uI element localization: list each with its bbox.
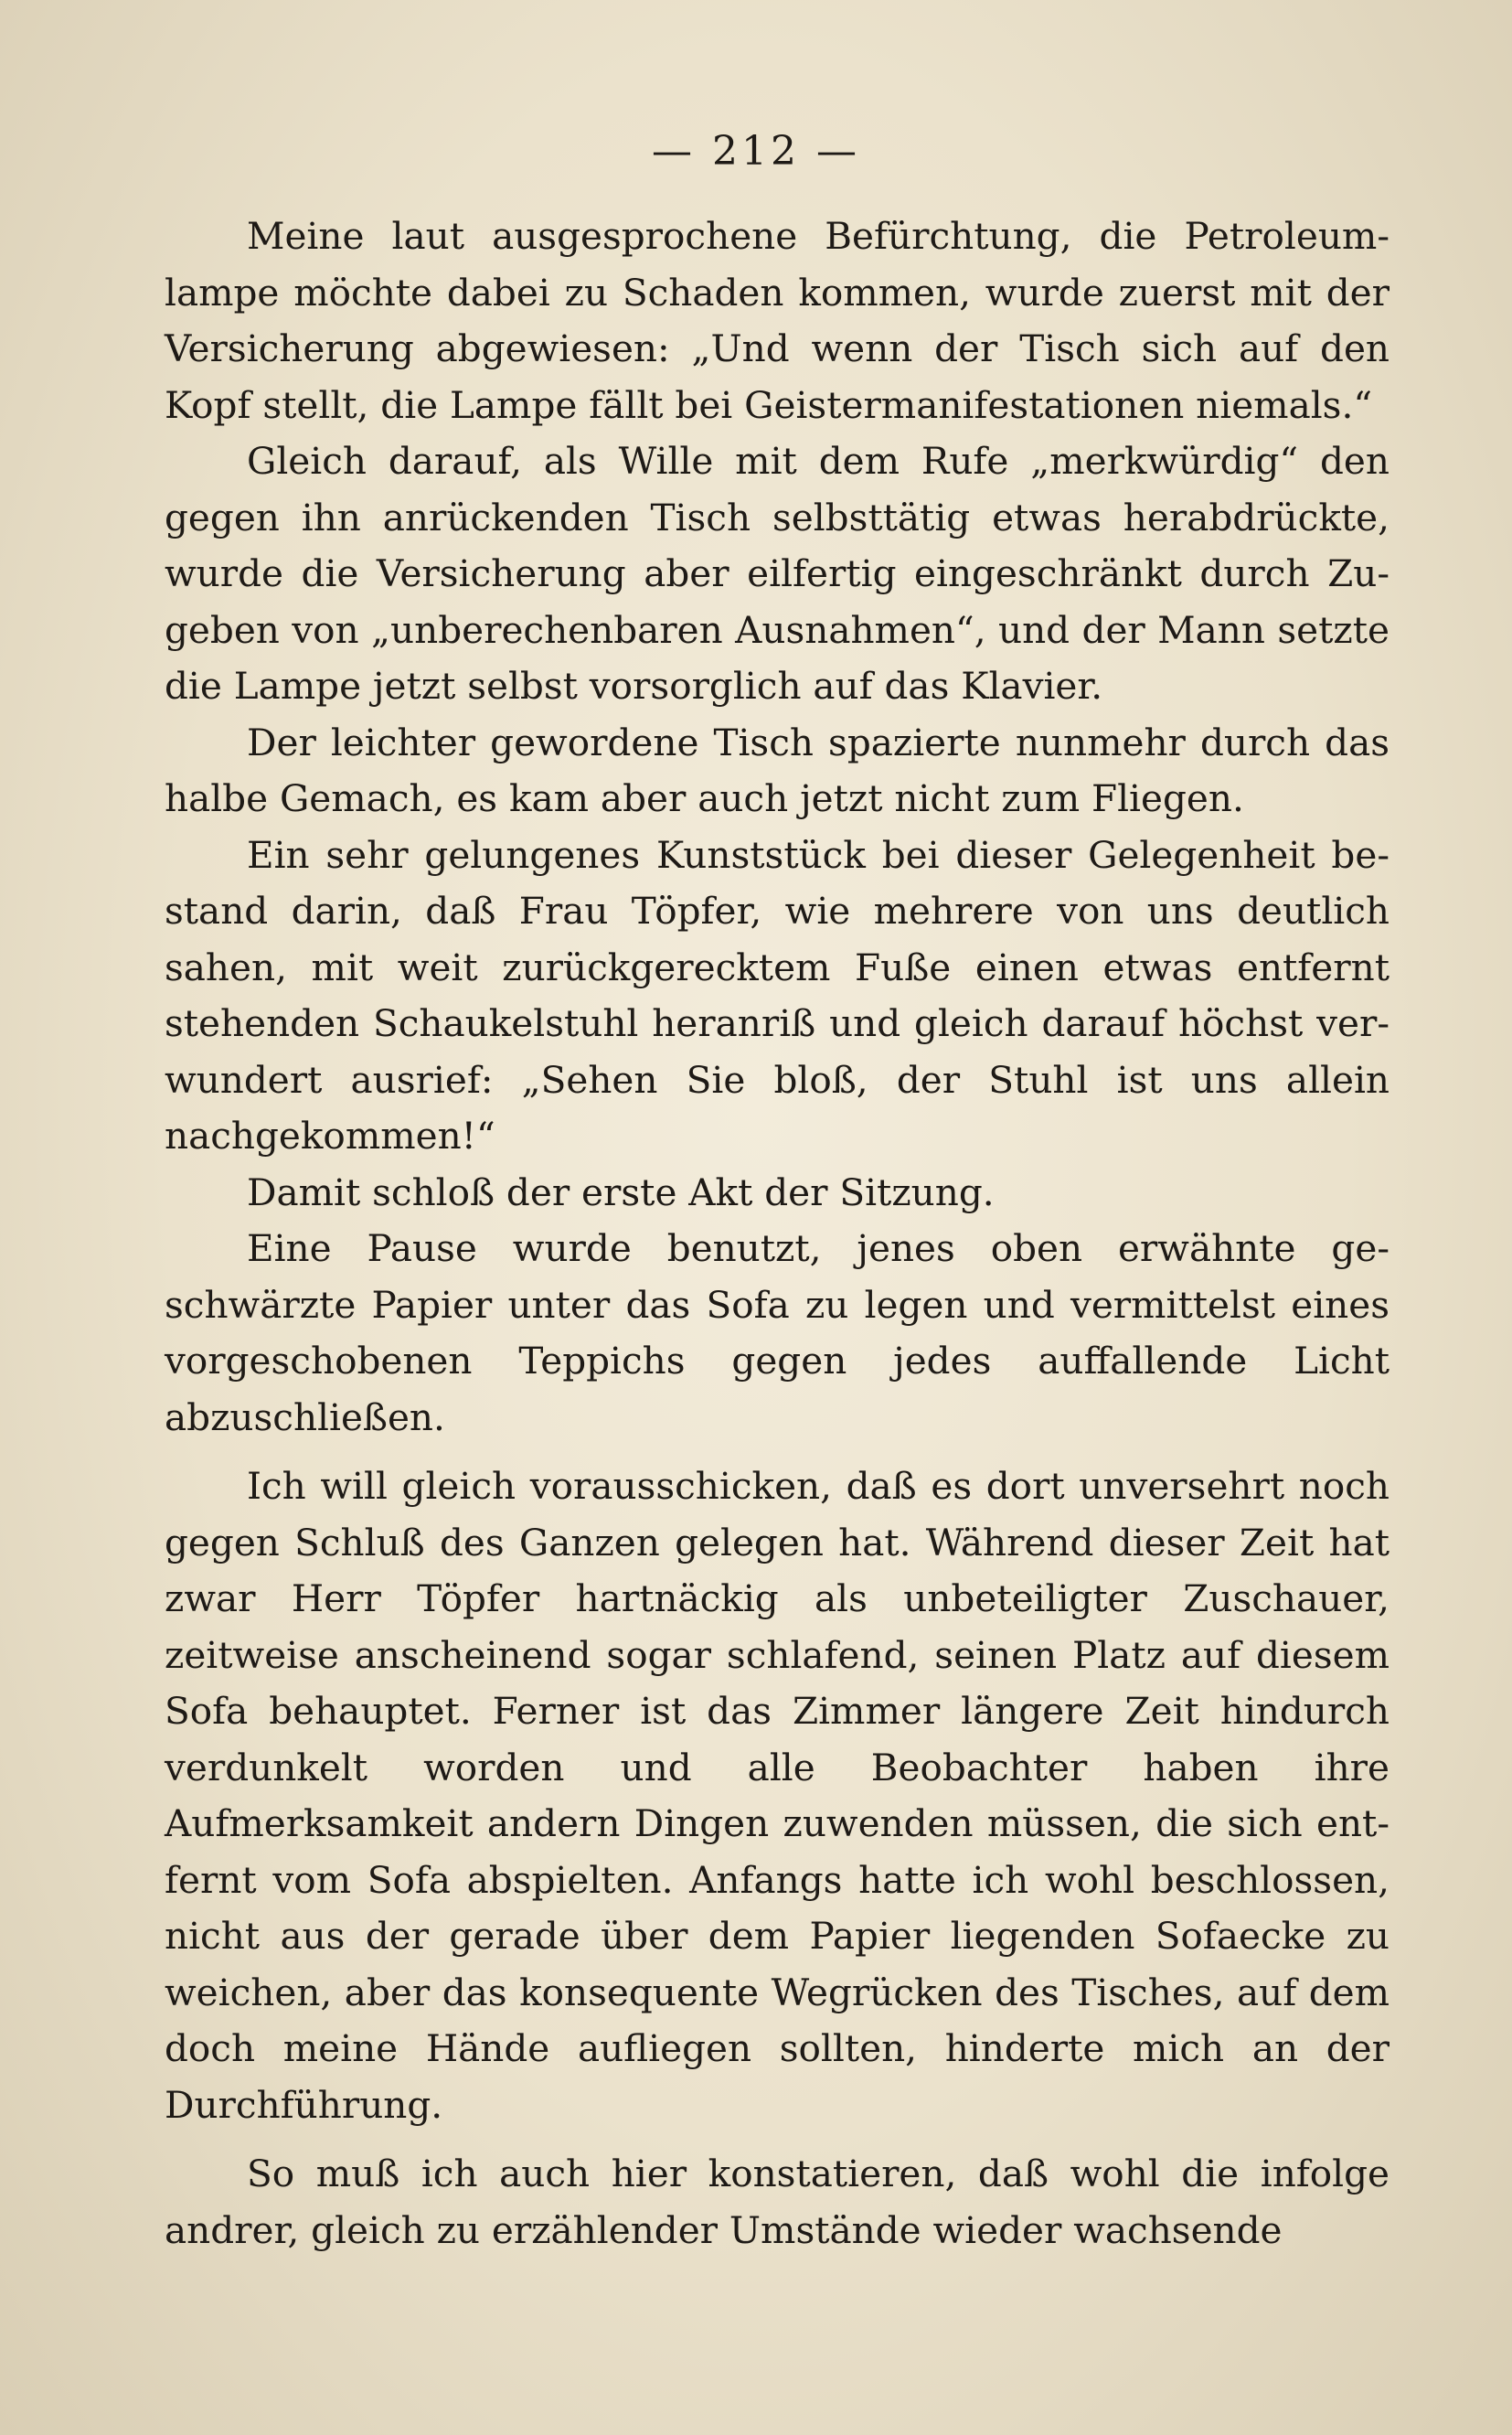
paragraph: So muß ich auch hier konstatieren, daß wohl die infolge andrer, gleich zu erzählender Umstände wieder wachsende xyxy=(165,2152,1390,2252)
paragraph: Ein sehr gelungenes Kunststück bei dieser Gelegenheit bestand darin, daß Frau Töpfer, wie mehrere von uns deutlich sahen, mit weit zurückgerecktem Fuße einen etwas entfernt stehenden Schaukelstuhl heranriß und gleich darauf höchst verwundert ausrief: „Sehen Sie bloß, der Stuhl ist uns allein nachgekommen!“ xyxy=(165,832,1390,1158)
paragraph: Ich will gleich vorausschicken, daß es dort unversehrt noch gegen Schluß des Ganzen gelegen hat. Während dieser Zeit hat zwar Herr Töpfer hartnäckig als unbeteiligter Zuschauer, zeitweise anscheinend sogar schlafend, seinen Platz auf diesem Sofa behauptet. Ferner ist das Zimmer längere Zeit hindurch verdunkelt worden und alle Beobachter haben ihre Aufmerksamkeit andern Dingen zuwenden müssen, die sich entfernt vom Sofa abspielten. Anfangs hatte ich wohl beschlossen, nicht aus der gerade über dem Papier liegenden Sofaecke zu weichen, aber das konsequente Wegrücken des Tisches, auf dem doch meine Hände aufliegen sollten, hinderte mich an der Durchführung. xyxy=(165,1464,1390,2127)
paragraph: Gleich darauf, als Wille mit dem Rufe „merkwürdig“ den gegen ihn anrückenden Tisch selbsttätig etwas herabdrückte, wurde die Versicherung aber eilfertig eingeschränkt durch Zugeben von „unberechenbaren Ausnahmen“, und der Mann setzte die Lampe jetzt selbst vorsorglich auf das Klavier. xyxy=(165,439,1390,708)
paragraph: Meine laut ausgesprochene Befürchtung, die Petroleumlampe möchte dabei zu Schaden kommen, wurde zuerst mit der Versicherung abgewiesen: „Und wenn der Tisch sich auf den Kopf stellt, die Lampe fällt bei Geistermanifestationen niemals.“ xyxy=(165,214,1390,427)
page-body-text xyxy=(165,208,1390,2259)
paragraph: Der leichter gewordene Tisch spazierte nunmehr durch das halbe Gemach, es kam aber auch jetzt nicht zum Fliegen. xyxy=(165,720,1390,820)
page-number: — 212 — xyxy=(652,128,860,175)
paragraph: Damit schloß der erste Akt der Sitzung. xyxy=(247,1169,995,1214)
paragraph: Eine Pause wurde benutzt, jenes oben erwähnte geschwärzte Papier unter das Sofa zu legen und vermittelst eines vorgeschobenen Teppichs gegen jedes auffallende Licht abzuschließen. xyxy=(165,1226,1390,1439)
